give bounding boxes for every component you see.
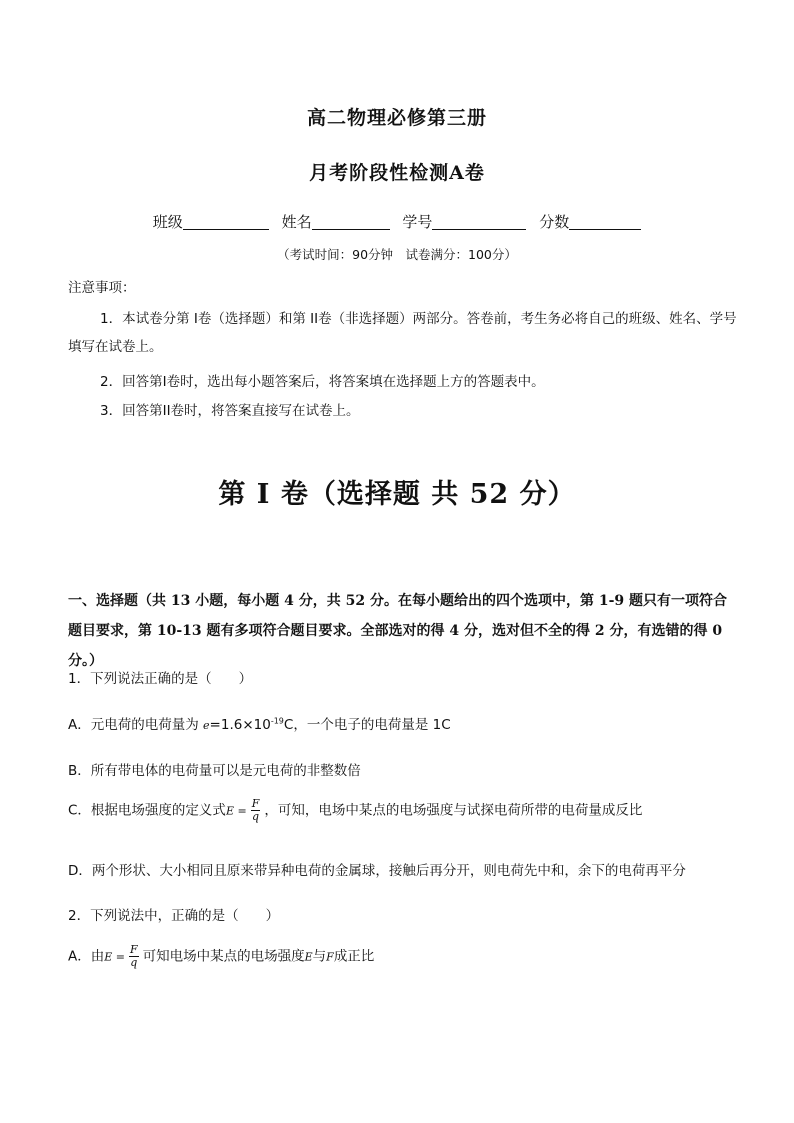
notes-title: 注意事项： bbox=[68, 280, 136, 296]
option-a-text: A．由 bbox=[68, 948, 105, 965]
class-label: 班级 bbox=[152, 213, 183, 231]
note-item-2: 2．回答第I卷时，选出每小题答案后，将答案填在选择题上方的答题表中。 bbox=[100, 374, 545, 390]
document-subtitle: 月考阶段性检测A卷 bbox=[309, 162, 485, 184]
option-a-fraction bbox=[129, 944, 139, 969]
option-a-symbol-e: E bbox=[304, 950, 313, 964]
score-label: 分数 bbox=[539, 213, 570, 231]
number-label: 学号 bbox=[402, 213, 433, 231]
exam-info: （考试时间：90分钟 试卷满分：100分） bbox=[277, 247, 517, 262]
class-blank[interactable] bbox=[183, 213, 269, 230]
question-1-option-b: B．所有带电体的电荷量可以是元电荷的非整数倍 bbox=[68, 763, 361, 779]
option-a-symbol: e bbox=[203, 719, 210, 732]
option-c-formula-lhs: E = bbox=[225, 804, 247, 818]
fraction-numerator: F bbox=[251, 797, 260, 810]
option-a-tail: C，一个电子的电荷量是 1C bbox=[283, 717, 451, 733]
option-c-text: C．根据电场强度的定义式 bbox=[68, 802, 226, 819]
fraction-denominator: q bbox=[251, 810, 260, 823]
option-c-tail: ，可知，电场中某点的电场强度与试探电荷所带的电荷量成反比 bbox=[264, 802, 643, 819]
question-1-stem: 1．下列说法正确的是（ ） bbox=[68, 671, 253, 687]
question-1-option-c bbox=[68, 798, 642, 823]
option-a-middle: 可知电场中某点的电场强度 bbox=[142, 948, 305, 965]
option-a-conjunction: 与 bbox=[312, 948, 327, 965]
option-a-formula-lhs: E = bbox=[104, 950, 125, 964]
option-a-tail: 成正比 bbox=[333, 948, 375, 965]
option-a-symbol-f: F bbox=[326, 950, 334, 964]
number-blank[interactable] bbox=[432, 213, 526, 230]
option-a-text: A．元电荷的电荷量为 bbox=[68, 717, 204, 733]
option-a-value: =1.6×10 bbox=[209, 717, 271, 733]
name-blank[interactable] bbox=[312, 213, 390, 230]
option-c-fraction bbox=[251, 798, 261, 823]
fraction-denominator: q bbox=[130, 956, 138, 969]
question-1-option-d: D．两个形状、大小相同且原来带异种电荷的金属球，接触后再分开，则电荷先中和，余下的电荷再平分 bbox=[68, 863, 686, 879]
part-title: 第 I 卷（选择题 共 52 分） bbox=[218, 479, 576, 510]
note-item-3: 3．回答第II卷时，将答案直接写在试卷上。 bbox=[100, 403, 360, 419]
document-title: 高二物理必修第三册 bbox=[306, 107, 487, 129]
score-blank[interactable] bbox=[569, 213, 641, 230]
question-2-option-a bbox=[68, 944, 374, 969]
name-label: 姓名 bbox=[281, 213, 312, 231]
student-info-fields bbox=[0, 211, 794, 232]
note-item-1: 1．本试卷分第 I卷（选择题）和第 II卷（非选择题）两部分。答卷前，考生务必将自己的班级、姓名、学号填写在试卷上。 bbox=[68, 311, 737, 355]
question-1-option-a bbox=[68, 713, 451, 733]
question-2-stem: 2．下列说法中，正确的是（ ） bbox=[68, 908, 280, 924]
fraction-numerator: F bbox=[130, 943, 138, 956]
option-a-exponent: -19 bbox=[270, 716, 284, 726]
section-heading: 一、选择题（共 13 小题，每小题 4 分，共 52 分。在每小题给出的四个选项中，第 1-9 题只有一项符合题目要求，第 10-13 题有多项符合题目要求。全部选对的得 4 分，选对但不全的得 2 分，有选错的得 0 分。） bbox=[68, 593, 727, 669]
